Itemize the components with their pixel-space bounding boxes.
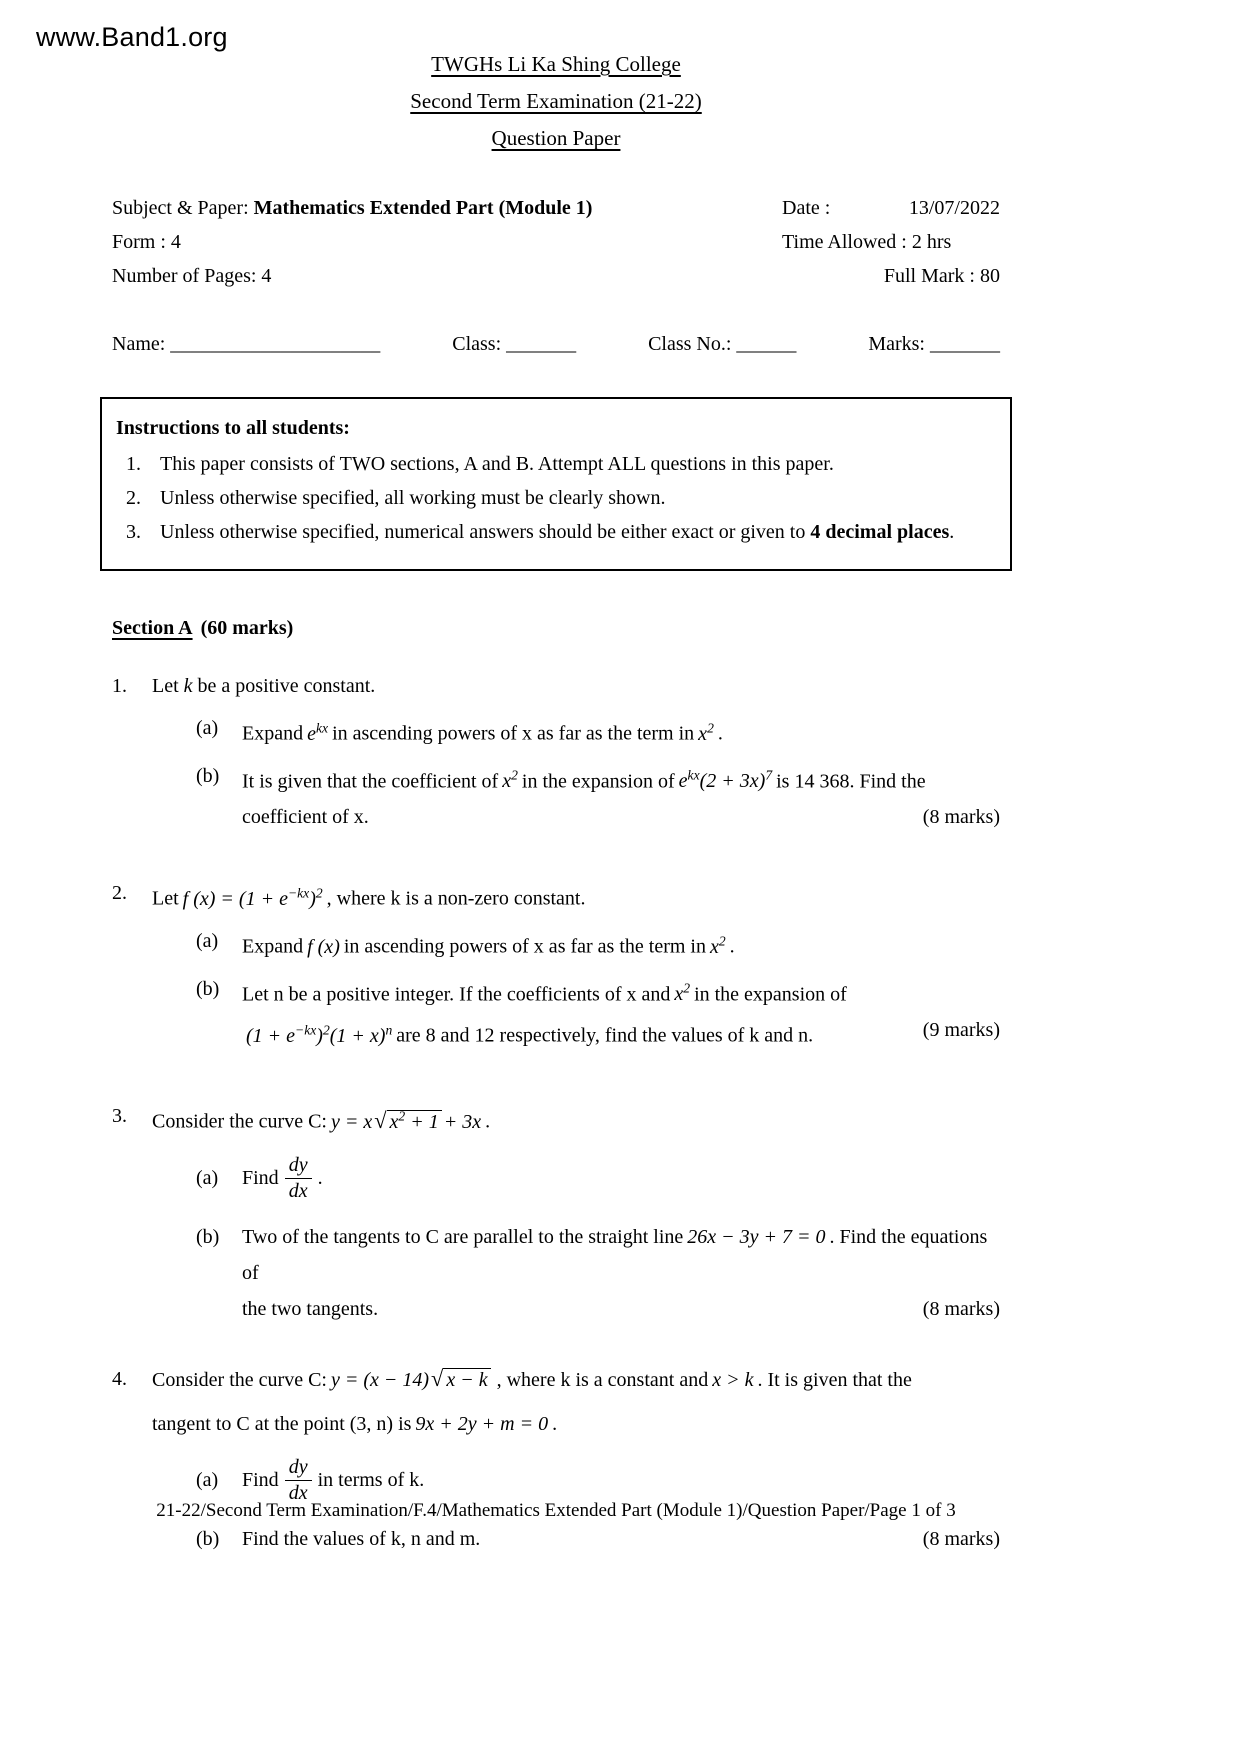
text-run: in ascending powers of x as far as the term in <box>332 722 695 745</box>
math-superscript: −kx <box>295 1022 317 1038</box>
bold-run: 4 decimal places <box>810 521 950 543</box>
part-label: (a) <box>196 717 219 739</box>
part-label: (a) <box>196 1166 219 1189</box>
question-1 <box>112 668 1000 835</box>
radicand: x − k <box>443 1368 490 1391</box>
text-run: . <box>552 1412 558 1435</box>
question-2 <box>112 875 1000 1054</box>
text-run: in ascending powers of x as far as the term in <box>343 935 706 958</box>
text-run: Let <box>152 675 184 697</box>
math-expression <box>330 1365 493 1391</box>
text-run: is 14 368. Find the <box>776 770 926 793</box>
question-number: 2. <box>112 882 127 905</box>
sqrt-expression <box>431 1365 491 1391</box>
instructions-heading: Instructions to all students: <box>116 417 350 439</box>
math-superscript: −kx <box>287 885 310 901</box>
text-run: Find <box>242 1469 279 1492</box>
math-expression <box>709 932 726 958</box>
math-expression <box>678 767 773 793</box>
part-label: (a) <box>196 1468 219 1491</box>
question-number: 1. <box>112 675 127 697</box>
math-base: + 3x <box>443 1110 482 1133</box>
math-base: x <box>502 770 512 793</box>
part-a <box>196 923 1000 965</box>
fraction-denominator: dx <box>288 1179 308 1202</box>
page-footer: 21-22/Second Term Examination/F.4/Mathematics Extended Part (Module 1)/Question Paper/Page 1 of 3 <box>156 1500 956 1521</box>
header-titles <box>112 52 1000 151</box>
text-run: Unless otherwise specified, numerical answers should be either exact or given to <box>160 521 811 543</box>
sqrt-icon: √ <box>374 1107 387 1133</box>
section-a-heading <box>112 617 1000 640</box>
math-base: (2 + 3x) <box>699 770 766 793</box>
math-superscript: n <box>385 1022 393 1038</box>
question-number: 4. <box>112 1367 127 1390</box>
text-run: are 8 and 12 respectively, find the values of k and n. <box>396 1024 814 1047</box>
part-body <box>242 710 1000 752</box>
text-run: Expand <box>242 722 304 745</box>
part-line <box>242 758 1000 800</box>
part-line <box>242 1154 1000 1203</box>
subject-value: Mathematics Extended Part (Module 1) <box>253 197 593 219</box>
full-mark-line: Full Mark : 80 <box>883 265 1000 287</box>
name-blank: Name: _____________________ <box>112 333 381 355</box>
part-label: (a) <box>196 929 219 952</box>
question-body <box>152 1098 1000 1327</box>
subject-line <box>112 191 592 225</box>
text-run: tangent to C at the point (3, n) is <box>152 1412 412 1435</box>
question-number: 3. <box>112 1104 127 1127</box>
text-run: . It is given that the <box>757 1368 912 1391</box>
math-base: ) <box>309 887 316 910</box>
part-b <box>196 971 1000 1054</box>
math-base: (1 + x) <box>329 1024 386 1047</box>
watermark-text: www.Band1.org <box>36 22 228 52</box>
question-intro-line-2 <box>152 1406 1000 1442</box>
text-run: , where k is a non-zero constant. <box>326 887 586 910</box>
question-intro <box>152 875 1000 917</box>
math-base: x <box>389 1110 399 1133</box>
part-b <box>196 758 1000 836</box>
marks-label: (9 marks) <box>922 1019 1000 1042</box>
text-run: . <box>317 1167 323 1190</box>
text-run: Find the values of k, n and m. <box>242 1527 481 1550</box>
part-b <box>196 1219 1000 1327</box>
math-superscript: 2 <box>511 767 518 783</box>
fraction-numerator: dy <box>285 1154 312 1179</box>
math-base: f (x) = (1 + e <box>182 887 288 910</box>
text-run: Find <box>242 1167 279 1190</box>
paper-type: Question Paper <box>491 126 621 150</box>
radicand <box>387 1107 442 1133</box>
marks-label: (8 marks) <box>922 1297 1000 1320</box>
section-a-title: Section A <box>112 617 193 639</box>
part-line <box>242 1521 1000 1557</box>
math-superscript: 2 <box>398 1107 406 1123</box>
question-body <box>152 875 1000 1054</box>
math-base: x <box>709 935 719 958</box>
math-expression: f (x) <box>307 935 340 958</box>
math-superscript: kx <box>687 767 700 783</box>
text-run: . <box>729 935 735 958</box>
marks-label: (8 marks) <box>922 806 1000 829</box>
part-body <box>242 923 1000 965</box>
text-group <box>242 1012 813 1054</box>
part-line <box>242 1456 1000 1505</box>
math-base: y = x <box>330 1110 373 1133</box>
question-intro <box>152 1098 1000 1140</box>
text-run: , where k is a constant and <box>496 1368 709 1391</box>
math-base: + 1 <box>405 1110 439 1133</box>
math-superscript: 2 <box>315 885 323 901</box>
math-base: x <box>698 722 708 745</box>
date-value: 13/07/2022 <box>908 197 1000 219</box>
text-run: be a positive constant. <box>192 675 376 697</box>
math-expression <box>182 885 323 910</box>
date-line <box>782 191 1000 225</box>
math-superscript: 7 <box>765 767 773 783</box>
math-base: ) <box>316 1024 323 1047</box>
fraction-numerator: dy <box>285 1456 312 1481</box>
part-line <box>242 1291 1000 1327</box>
sqrt-icon: √ <box>431 1365 444 1391</box>
text-run: Two of the tangents to C are parallel to the straight line <box>242 1225 684 1248</box>
math-expression <box>246 1022 393 1047</box>
fraction-dy-dx <box>285 1456 312 1505</box>
exam-info-left <box>112 191 592 293</box>
question-body <box>152 668 1000 835</box>
math-expression <box>674 980 691 1006</box>
question-body <box>152 1361 1000 1557</box>
exam-title: Second Term Examination (21-22) <box>410 89 702 113</box>
math-expression <box>330 1107 482 1133</box>
math-superscript: kx <box>315 720 329 735</box>
marks-label: (8 marks) <box>922 1527 1000 1550</box>
instruction-text: Unless otherwise specified, all working must be clearly shown. <box>160 487 666 509</box>
text-run: the two tangents. <box>242 1297 379 1320</box>
class-no-blank: Class No.: ______ <box>648 333 797 355</box>
time-allowed-line: Time Allowed : 2 hrs <box>782 231 952 253</box>
exam-info-block <box>112 191 1000 293</box>
text-run: Consider the curve C: <box>152 1368 327 1391</box>
text-run: in the expansion of <box>694 983 847 1006</box>
section-a-marks: (60 marks) <box>200 617 294 639</box>
text-run: in the expansion of <box>521 770 675 793</box>
part-line <box>242 1012 1000 1054</box>
text-run: Let n be a positive integer. If the coefficients of x and <box>242 983 671 1006</box>
part-body <box>242 758 1000 836</box>
question-intro <box>152 668 1000 704</box>
text-run: . <box>717 722 723 745</box>
math-base: e <box>678 770 688 793</box>
math-superscript: 2 <box>683 980 691 996</box>
part-body <box>242 971 1000 1054</box>
date-label: Date : <box>782 197 831 219</box>
question-intro <box>152 1361 1000 1398</box>
text-run: . <box>949 521 955 543</box>
instruction-text: This paper consists of TWO sections, A and B. Attempt ALL questions in this paper. <box>160 453 834 475</box>
math-superscript: 2 <box>322 1022 330 1038</box>
fraction-denominator: dx <box>288 1481 308 1504</box>
part-label: (b) <box>196 1225 220 1248</box>
text-run: Let <box>152 887 179 910</box>
question-3 <box>112 1098 1000 1327</box>
text-run: . Find the equations of <box>242 1225 988 1284</box>
math-expression: 26x − 3y + 7 = 0 <box>687 1225 826 1248</box>
math-superscript: 2 <box>718 932 726 948</box>
math-base: y = (x − 14) <box>330 1368 430 1391</box>
part-line <box>242 971 1000 1013</box>
instruction-item <box>116 515 994 549</box>
part-line <box>242 1219 1000 1291</box>
subject-label: Subject & Paper: <box>112 197 254 219</box>
instruction-number: 2. <box>126 487 141 509</box>
part-a <box>196 1146 1000 1213</box>
part-label: (b) <box>196 977 220 1000</box>
text-run: coefficient of x. <box>242 806 369 829</box>
part-label: (b) <box>196 764 220 787</box>
student-fill-in-line <box>112 329 1000 359</box>
math-expression: x > k <box>712 1368 754 1391</box>
text-run: . <box>485 1110 491 1133</box>
math-base: (1 + e <box>246 1024 296 1047</box>
math-base: e <box>307 722 316 745</box>
fraction-dy-dx <box>285 1154 312 1203</box>
part-body <box>242 1521 1000 1557</box>
instructions-box <box>100 397 1012 571</box>
form-line: Form : 4 <box>112 231 181 253</box>
text-run: Expand <box>242 935 304 958</box>
math-superscript: 2 <box>707 720 714 735</box>
text-run: It is given that the coefficient of <box>242 770 499 793</box>
part-body <box>242 1146 1000 1213</box>
text-run: in terms of k. <box>317 1469 425 1492</box>
part-line <box>242 799 1000 835</box>
math-expression <box>698 720 714 745</box>
math-expression <box>502 767 518 793</box>
school-name: TWGHs Li Ka Shing College <box>431 52 681 76</box>
exam-info-right <box>782 191 1000 293</box>
text-run: Consider the curve C: <box>152 1110 327 1133</box>
part-label: (b) <box>196 1527 220 1550</box>
instruction-item <box>116 481 994 515</box>
math-var: k <box>183 675 193 697</box>
pages-line: Number of Pages: 4 <box>112 265 272 287</box>
math-base: x <box>674 983 684 1006</box>
question-4 <box>112 1361 1000 1557</box>
instruction-text <box>160 515 994 549</box>
marks-blank: Marks: _______ <box>868 333 1000 355</box>
part-body <box>242 1219 1000 1327</box>
class-blank: Class: _______ <box>452 333 577 355</box>
math-expression <box>307 720 329 745</box>
instruction-item <box>116 447 994 481</box>
instruction-number: 3. <box>126 521 141 543</box>
instruction-number: 1. <box>126 453 141 475</box>
math-expression: 9x + 2y + m = 0 <box>415 1412 549 1435</box>
sqrt-expression <box>374 1107 441 1133</box>
part-b <box>196 1521 1000 1557</box>
part-a <box>196 710 1000 752</box>
